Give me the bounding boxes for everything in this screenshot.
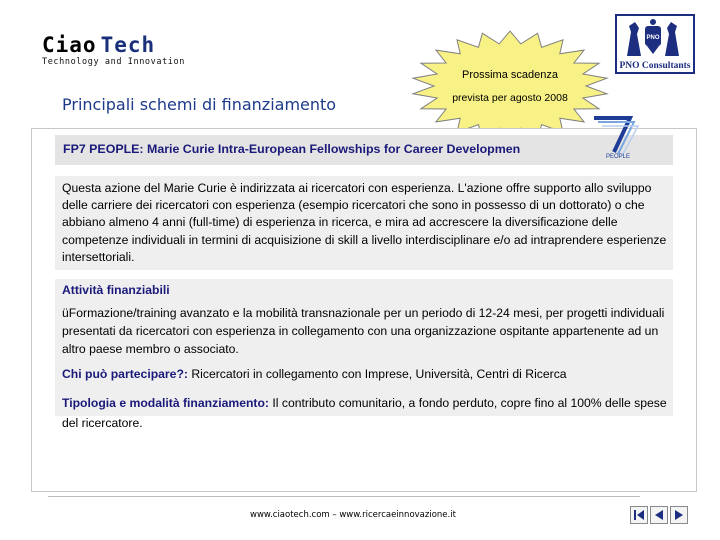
- svg-text:PNO: PNO: [646, 35, 660, 41]
- fp7-seven-icon: [594, 118, 630, 152]
- funding-line: [62, 393, 670, 433]
- first-page-icon: [633, 509, 645, 521]
- footer-divider: [48, 496, 640, 497]
- pno-consultants-logo: [615, 14, 695, 74]
- funding-text: Il contributo comunitario, a fondo perduto, copre fino al 100% delle spese del ricercatore.: [62, 396, 667, 430]
- previous-page-button[interactable]: [650, 506, 668, 524]
- deadline-date: prevista per agosto 2008: [452, 92, 568, 104]
- activities-text: [62, 304, 670, 358]
- activities-title: Attività finanziabili: [62, 283, 170, 297]
- activities-body: Formazione/training avanzato e la mobilità transnazionale per un periodo di 12-24 mesi, per progetti individuali presentati da ricercatori con esperienza in collegamento con una organizzazione ospitante appartenente ad un altro paese membro o associato.: [62, 306, 665, 356]
- ciaotech-logo: [42, 34, 185, 67]
- fp7-logo-caption: PEOPLE: [605, 154, 631, 160]
- description-text: Questa azione del Marie Curie è indirizzata ai ricercatori con esperienza. L'azione offre supporto allo sviluppo delle carriere dei ricercatori con esperienza (esempio ricercatori che sono in possesso di un dottorato) o che abbiano almeno 4 anni (full-time) di esperienza in ricerca, e mira ad accrescere la diversificazione delle competenze individuali in termini di acquisizione di skill a livello interdisciplinare e/o ad intraprendere esperienze intersettoriali.: [62, 181, 667, 264]
- programme-heading: FP7 PEOPLE: Marie Curie Intra-European Fellowships for Career Developmen: [63, 142, 521, 156]
- next-page-button[interactable]: [670, 506, 688, 524]
- first-page-button[interactable]: [630, 506, 648, 524]
- footer-links[interactable]: www.ciaotech.com – www.ricercaeinnovazione.it: [250, 510, 456, 520]
- eligibility-line: [62, 367, 670, 381]
- next-page-icon: [673, 509, 685, 521]
- logo-tagline: Technology and Innovation: [42, 57, 185, 67]
- deadline-label: Prossima scadenza: [462, 69, 558, 81]
- previous-page-icon: [653, 509, 665, 521]
- logo-wordmark: Ciao Tech: [42, 33, 156, 57]
- eligibility-label: Chi può partecipare?:: [62, 367, 188, 381]
- pno-crest-icon: [621, 18, 685, 58]
- pno-logo-text: PNO Consultants: [619, 61, 691, 71]
- funding-label: Tipologia e modalità finanziamento:: [62, 396, 269, 410]
- fp7-people-logo: [582, 112, 650, 160]
- eligibility-text: Ricercatori in collegamento con Imprese, Università, Centri di Ricerca: [187, 367, 567, 381]
- deadline-starburst: [410, 30, 610, 142]
- checkmark-bullet: ü: [62, 306, 69, 320]
- page-title: Principali schemi di finanziamento: [62, 95, 337, 114]
